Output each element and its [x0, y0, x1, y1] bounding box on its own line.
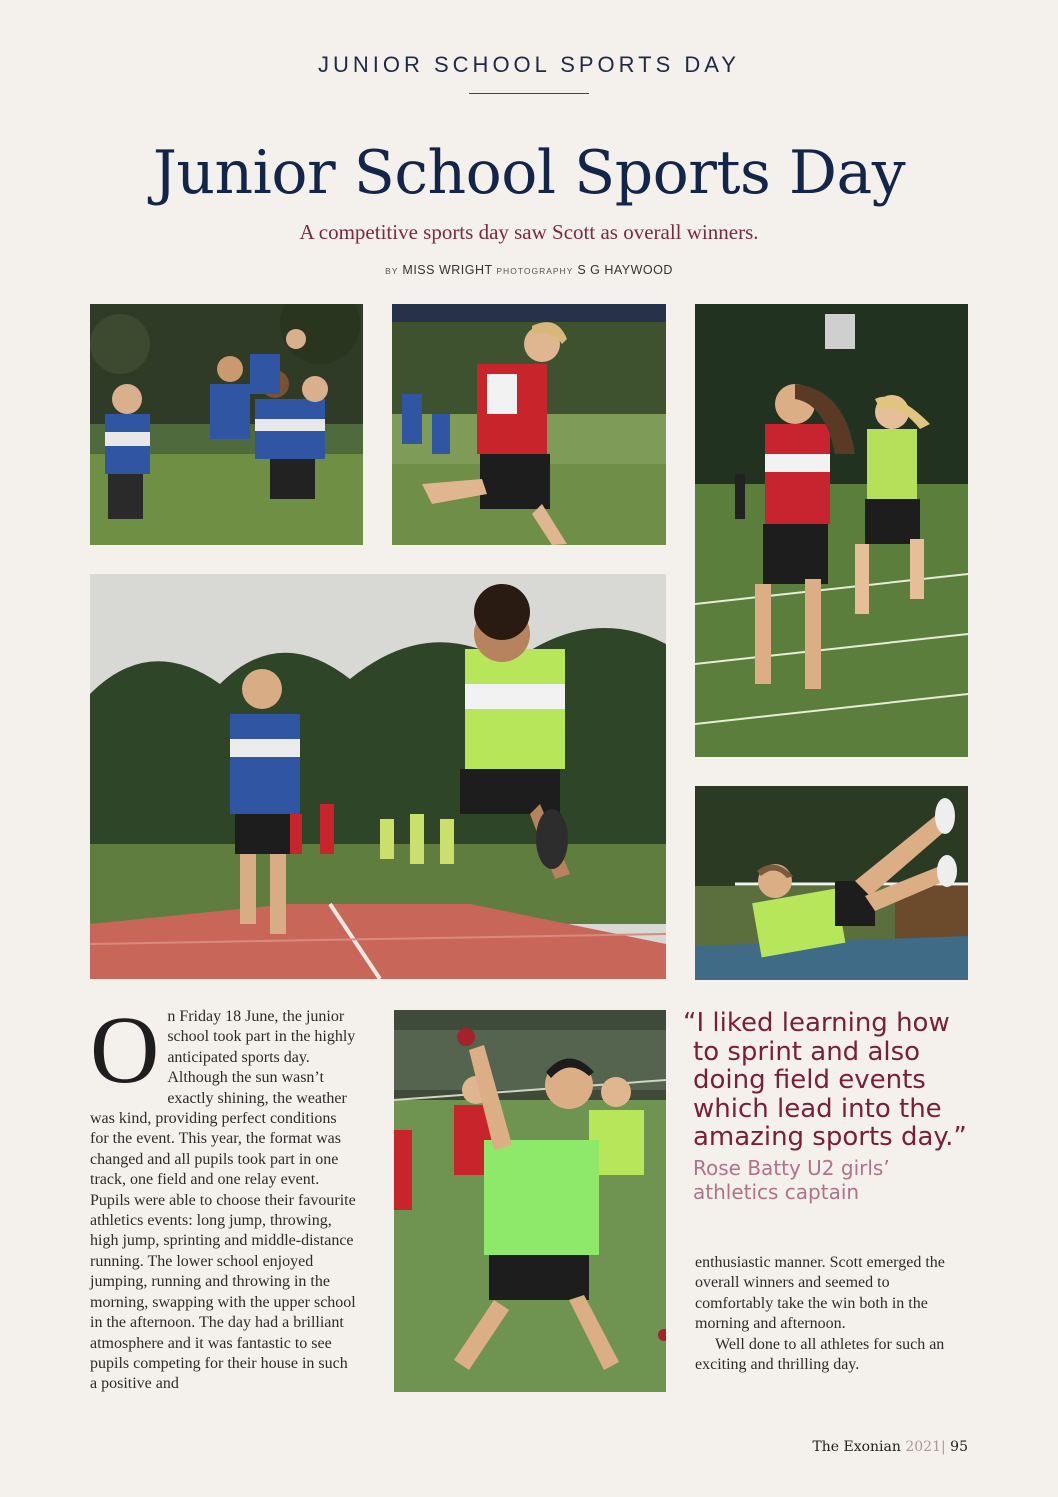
by-label: BY	[385, 266, 399, 276]
publication-year: 2021	[905, 1439, 941, 1455]
photographer-name: S G HAYWOOD	[577, 263, 673, 277]
header-divider	[469, 93, 589, 94]
page-title: Junior School Sports Day	[152, 138, 906, 208]
photography-label: PHOTOGRAPHY	[496, 266, 574, 276]
pull-quote-attribution: Rose Batty U2 girls’ athletics captain	[693, 1155, 890, 1204]
byline	[0, 263, 1058, 277]
article-text-part2: enthusiastic manner. Scott emerged the overall winners and seemed to comfortably take the win both in the morning and afternoon.	[695, 1254, 945, 1333]
pull-quote	[683, 1009, 973, 1204]
author-name: MISS WRIGHT	[402, 263, 493, 277]
photo-relay-girls	[695, 304, 968, 757]
article-column-3	[695, 1253, 968, 1375]
footer-separator: |	[941, 1439, 946, 1455]
photo-girl-red-bib	[392, 304, 666, 545]
article-column-1	[90, 996, 358, 1395]
photo-high-jump	[695, 786, 968, 980]
article-text-part1: n Friday 18 June, the junior school took part in the highly anticipated sports day. Although the sun wasn’t exactly shining, the weather was kind, providing perfect conditions for the event. This year, the format was changed and all pupils took part in one track, one field and one relay event. Pupils were able to choose their favourite athletics events: long jump, throwing, high jump, sprinting and middle-distance running. The lower school enjoyed jumping, running and throwing in the morning, swapping with the upper school in the afternoon. The day had a brilliant atmosphere and it was fantastic to see pupils competing for their house in such a positive and	[90, 1008, 356, 1393]
section-label: JUNIOR SCHOOL SPORTS DAY	[318, 52, 740, 77]
photo-ball-throw	[394, 1010, 666, 1392]
page-number: 95	[950, 1439, 968, 1455]
photo-boys-blue-bibs	[90, 304, 363, 545]
page-footer	[812, 1439, 968, 1455]
photo-long-jump	[90, 574, 666, 979]
article-text-part3: Well done to all athletes for such an exciting and thrilling day.	[695, 1335, 945, 1374]
drop-cap: O	[90, 996, 160, 1103]
page-subtitle: A competitive sports day saw Scott as overall winners.	[299, 220, 759, 244]
pull-quote-text: “I liked learning how to sprint and also doing field events which lead into the amazing sports day.”	[683, 1008, 967, 1152]
publication-name: The Exonian	[812, 1439, 901, 1455]
